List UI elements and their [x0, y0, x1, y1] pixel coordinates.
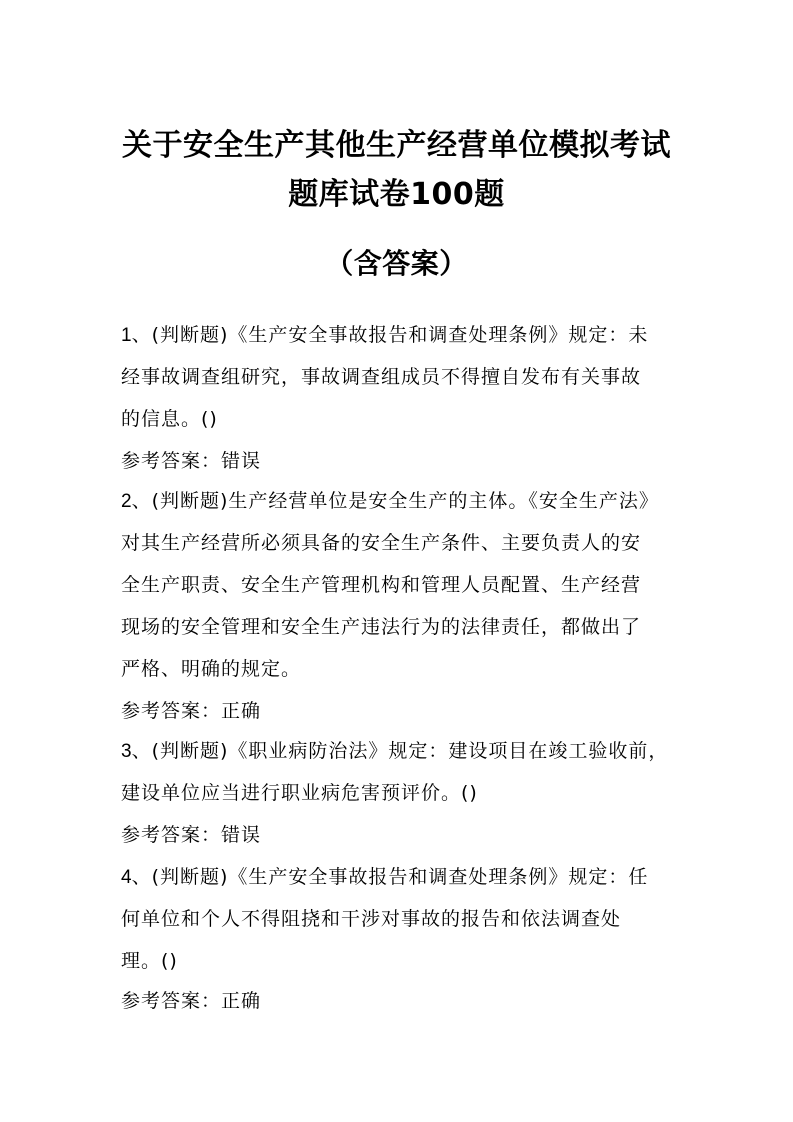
question-3-number: 3	[121, 741, 132, 762]
question-2-line-4: 现场的安全管理和安全生产违法行为的法律责任，都做出了	[121, 616, 642, 638]
question-2-line-2: 对其生产经营所必须具备的安全生产条件、主要负责人的安	[121, 532, 642, 554]
question-1-line-1: 1、(判断题)《生产安全事故报告和调查处理条例》规定：未	[121, 324, 649, 346]
question-2-line-3: 全生产职责、安全生产管理机构和管理人员配置、生产经营	[121, 574, 642, 596]
question-1-line-3: 的信息。()	[121, 408, 218, 430]
question-4-answer: 参考答案：正确	[121, 990, 262, 1012]
question-4-number: 4	[121, 867, 132, 888]
question-3-line-1: 3、(判断题)《职业病防治法》规定：建设项目在竣工验收前，	[121, 740, 669, 762]
question-1-answer: 参考答案：错误	[121, 450, 262, 472]
question-4-line-2: 何单位和个人不得阻挠和干涉对事故的报告和依法调查处	[121, 908, 622, 930]
question-4-line-1: 4、(判断题)《生产安全事故报告和调查处理条例》规定：任	[121, 866, 649, 888]
question-4-line-3: 理。()	[121, 950, 178, 972]
question-3-answer: 参考答案：错误	[121, 824, 262, 846]
question-3-line-2: 建设单位应当进行职业病危害预评价。()	[121, 782, 478, 804]
question-2-answer: 参考答案：正确	[121, 700, 262, 722]
document-title-line-2: 题库试卷100题	[288, 177, 505, 212]
question-1-line-2: 经事故调查组研究，事故调查组成员不得擅自发布有关事故	[121, 366, 642, 388]
question-2-number: 2	[121, 491, 132, 512]
question-1-number: 1	[121, 325, 132, 346]
question-2-line-5: 严格、明确的规定。	[121, 658, 302, 680]
question-2-line-1: 2、(判断题)生产经营单位是安全生产的主体。《安全生产法》	[121, 490, 659, 512]
document-subtitle: （含答案）	[325, 247, 468, 280]
document-title-line-1: 关于安全生产其他生产经营单位模拟考试	[122, 128, 671, 163]
